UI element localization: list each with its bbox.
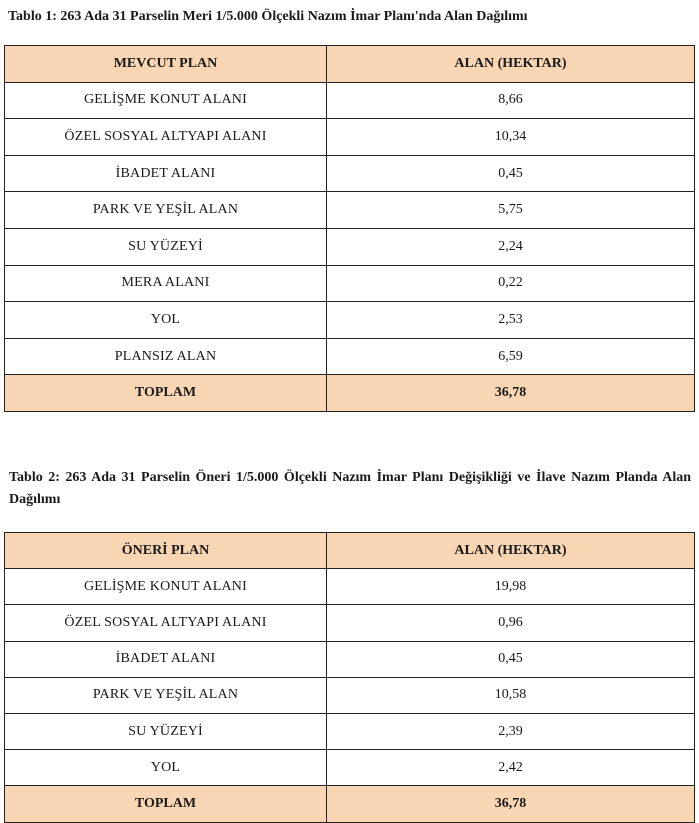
row-name: MERA ALANI [5, 265, 327, 302]
row-value: 0,45 [327, 641, 695, 677]
total-row [5, 786, 695, 822]
table-row [5, 192, 695, 229]
row-name: ÖZEL SOSYAL ALTYAPI ALANI [5, 119, 327, 156]
table-row [5, 605, 695, 641]
table2-oneri-plan [4, 532, 695, 823]
row-value: 0,45 [327, 155, 695, 192]
column-header-plan: MEVCUT PLAN [5, 46, 327, 83]
row-value: 6,59 [327, 338, 695, 375]
row-value: 10,58 [327, 677, 695, 713]
table-row [5, 265, 695, 302]
table-row [5, 713, 695, 749]
row-name: PARK VE YEŞİL ALAN [5, 677, 327, 713]
row-name: PARK VE YEŞİL ALAN [5, 192, 327, 229]
row-value: 2,42 [327, 750, 695, 786]
table2-caption: Tablo 2: 263 Ada 31 Parselin Öneri 1/5.000 Ölçekli Nazım İmar Planı Değişikliği ve İlave Nazım Planda Alan Dağılımı [9, 470, 691, 507]
table-row [5, 155, 695, 192]
table-row [5, 569, 695, 605]
row-name: GELİŞME KONUT ALANI [5, 82, 327, 119]
row-name: PLANSIZ ALAN [5, 338, 327, 375]
column-header-area: ALAN (HEKTAR) [327, 46, 695, 83]
row-value: 8,66 [327, 82, 695, 119]
row-name: SU YÜZEYİ [5, 228, 327, 265]
row-value: 2,53 [327, 302, 695, 339]
row-name: GELİŞME KONUT ALANI [5, 569, 327, 605]
row-name: İBADET ALANI [5, 641, 327, 677]
row-value: 2,39 [327, 713, 695, 749]
table-row [5, 641, 695, 677]
column-header-area: ALAN (HEKTAR) [327, 533, 695, 569]
row-value: 19,98 [327, 569, 695, 605]
table-row [5, 677, 695, 713]
row-name: ÖZEL SOSYAL ALTYAPI ALANI [5, 605, 327, 641]
table-row [5, 338, 695, 375]
table-header-row [5, 46, 695, 83]
table-row [5, 750, 695, 786]
row-name: İBADET ALANI [5, 155, 327, 192]
row-name: YOL [5, 750, 327, 786]
table1-caption: Tablo 1: 263 Ada 31 Parselin Meri 1/5.000 Ölçekli Nazım İmar Planı'nda Alan Dağılımı [8, 9, 528, 24]
row-value: 0,96 [327, 605, 695, 641]
table-header-row [5, 533, 695, 569]
table-row [5, 302, 695, 339]
total-value: 36,78 [327, 375, 695, 412]
row-name: YOL [5, 302, 327, 339]
row-value: 2,24 [327, 228, 695, 265]
table1-mevcut-plan [4, 45, 695, 412]
table-row [5, 228, 695, 265]
row-value: 5,75 [327, 192, 695, 229]
table-row [5, 119, 695, 156]
column-header-plan: ÖNERİ PLAN [5, 533, 327, 569]
table-row [5, 82, 695, 119]
total-label: TOPLAM [5, 375, 327, 412]
row-name: SU YÜZEYİ [5, 713, 327, 749]
total-label: TOPLAM [5, 786, 327, 822]
row-value: 10,34 [327, 119, 695, 156]
total-value: 36,78 [327, 786, 695, 822]
row-value: 0,22 [327, 265, 695, 302]
total-row [5, 375, 695, 412]
